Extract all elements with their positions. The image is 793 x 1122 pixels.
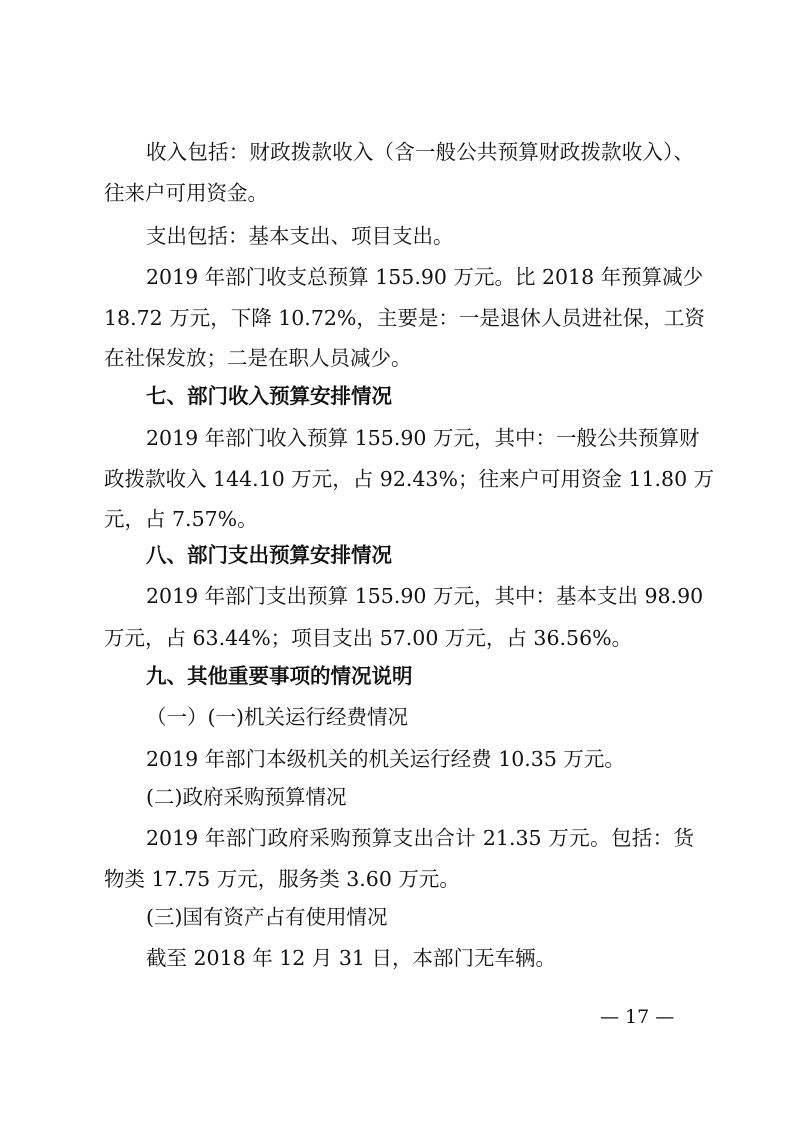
subsection-2-line-1: 2019 年部门政府采购预算支出合计 21.35 万元。包括：货	[146, 826, 694, 850]
total-paragraph-line-1: 2019 年部门收支总预算 155.90 万元。比 2018 年预算减少	[146, 265, 704, 289]
section-9-heading: 九、其他重要事项的情况说明	[146, 664, 413, 688]
section-8-line-2: 万元，占 63.44%；项目支出 57.00 万元，占 36.56%。	[104, 626, 633, 650]
expense-paragraph: 支出包括：基本支出、项目支出。	[146, 224, 454, 248]
subsection-3-title: (三)国有资产占有使用情况	[146, 905, 388, 929]
page-number: — 17 —	[600, 1006, 675, 1028]
section-7-line-1: 2019 年部门收入预算 155.90 万元，其中：一般公共预算财	[146, 426, 700, 450]
section-7-line-3: 元，占 7.57%。	[104, 507, 258, 531]
section-8-line-1: 2019 年部门支出预算 155.90 万元，其中：基本支出 98.90	[146, 584, 704, 608]
subsection-1-title: （一）(一)机关运行经费情况	[146, 705, 408, 729]
subsection-3-text: 截至 2018 年 12 月 31 日，本部门无车辆。	[146, 946, 556, 970]
section-7-heading: 七、部门收入预算安排情况	[146, 384, 392, 408]
total-paragraph-line-2: 18.72 万元，下降 10.72%，主要是：一是退休人员进社保，工资	[104, 306, 705, 330]
subsection-2-line-2: 物类 17.75 万元，服务类 3.60 万元。	[104, 867, 460, 891]
subsection-1-text: 2019 年部门本级机关的机关运行经费 10.35 万元。	[146, 747, 625, 771]
total-paragraph-line-3: 在社保发放；二是在职人员减少。	[104, 346, 412, 370]
section-7-line-2: 政拨款收入 144.10 万元，占 92.43%；往来户可用资金 11.80 万	[104, 467, 715, 491]
income-paragraph-line-1: 收入包括：财政拨款收入（含一般公共预算财政拨款收入）、	[146, 140, 694, 164]
section-8-heading: 八、部门支出预算安排情况	[146, 543, 392, 567]
subsection-2-title: (二)政府采购预算情况	[146, 785, 347, 809]
income-paragraph-line-2: 往来户可用资金。	[104, 181, 268, 205]
